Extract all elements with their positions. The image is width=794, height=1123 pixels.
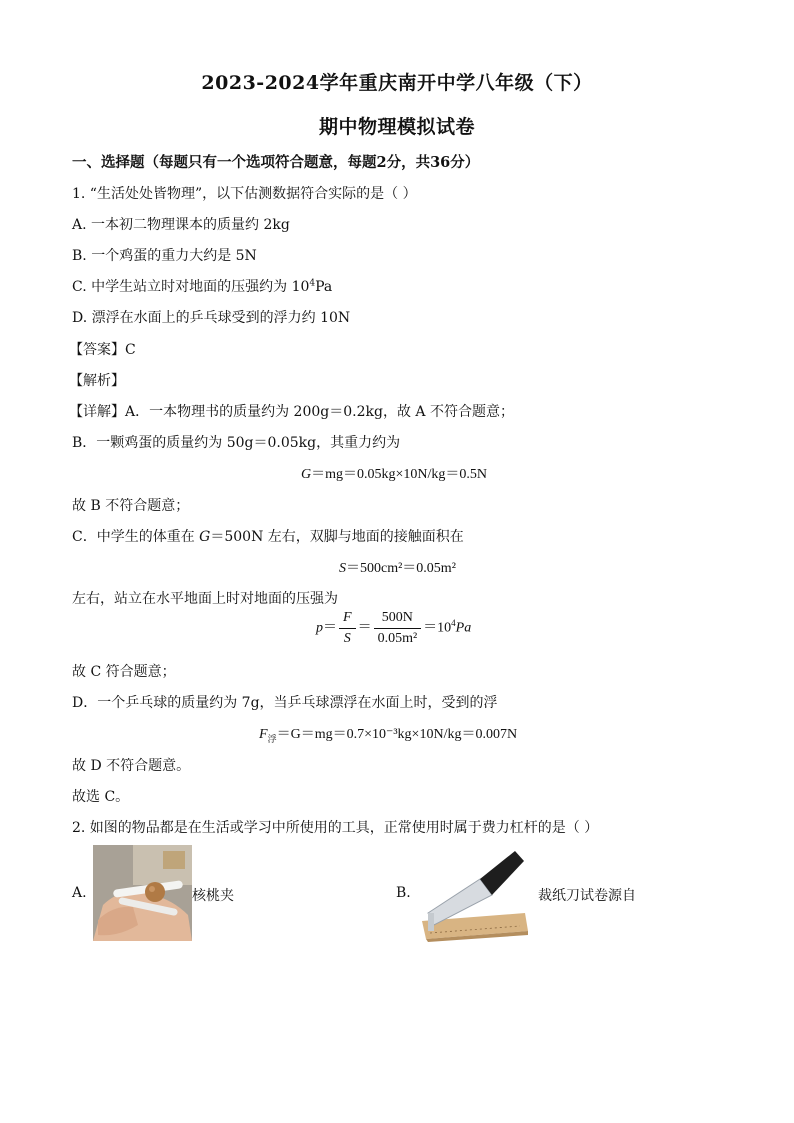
q1-option-c-unit: Pa — [315, 279, 333, 295]
eq-c1-var: S — [339, 561, 346, 576]
eq-c2-eq1: ＝ — [323, 620, 337, 636]
frac1-num: F — [339, 610, 356, 629]
equation-c2 — [316, 610, 471, 647]
conclusion-c: 故 C 符合题意； — [72, 664, 176, 680]
eq-c2-result: ＝10 — [423, 620, 452, 636]
frac2-num: 500N — [374, 610, 422, 629]
q1-option-c-text: C. 中学生站立时对地面的压强约为 10 — [72, 279, 310, 295]
q1-option-c-exponent: 4 — [309, 278, 316, 289]
detail-d: D．一个乒乓球的质量约为 7g，当乒乓球漂浮在水面上时，受到的浮 — [72, 695, 498, 711]
eq-d-var: F — [259, 727, 268, 742]
title-line-2: 期中物理模拟试卷 — [318, 116, 475, 138]
detail-c-var: G — [199, 529, 211, 545]
frac2-den: 0.05m² — [377, 631, 418, 646]
q1-option-b: B. 一个鸡蛋的重力大约是 5N — [72, 248, 257, 264]
fraction-f-over-s — [339, 610, 356, 647]
answer-line — [69, 339, 136, 359]
conclusion-b: 故 B 不符合题意； — [72, 498, 190, 514]
answer-label: 【答案】 — [69, 342, 125, 358]
answer-value: C — [125, 342, 136, 358]
detail-c-pre: C．中学生的体重在 — [72, 529, 200, 545]
detail-label: 【详解】 — [69, 404, 125, 420]
fraction-values — [374, 610, 422, 647]
question-2-stem: 2. 如图的物品都是在生活或学习中所使用的工具，正常使用时属于费力杠杆的是（ ） — [72, 820, 599, 836]
frac1-den: S — [343, 631, 351, 646]
title-line-1: 2023-2024学年重庆南开中学八年级（下） — [201, 72, 593, 94]
detail-a-text: A．一本物理书的质量约为 200g＝0.2kg，故 A 不符合题意； — [125, 404, 514, 420]
section-heading: 一、选择题（每题只有一个选项符合题意，每题2分，共36分） — [72, 154, 480, 171]
q2-option-a-label: 核桃夹 — [192, 888, 234, 904]
equation-b — [301, 463, 487, 483]
conclusion-d: 故 D 不符合题意。 — [72, 758, 191, 774]
eq-d-sub: 浮 — [267, 733, 277, 744]
q1-option-c — [72, 276, 332, 296]
eq-c2-eq2: ＝ — [357, 620, 372, 636]
eq-d-rest: ＝G＝mg＝0.7×10⁻³kg×10N/kg＝0.007N — [276, 727, 518, 742]
paper-cutter-illustration — [420, 843, 530, 943]
detail-a — [69, 401, 514, 421]
q2-option-a-letter: A. — [72, 885, 87, 901]
walnut-cracker-image — [93, 845, 192, 941]
detail-b: B．一颗鸡蛋的质量约为 50g＝0.05kg，其重力约为 — [72, 435, 401, 451]
analysis-label: 【解析】 — [69, 373, 125, 389]
q1-option-a: A. 一本初二物理课本的质量约 2kg — [72, 217, 290, 233]
walnut-cracker-illustration — [93, 845, 192, 941]
q2-option-b-label: 裁纸刀试卷源自 — [538, 888, 636, 904]
detail-c2: 左右，站立在水平地面上时对地面的压强为 — [72, 591, 338, 607]
q1-option-d: D. 漂浮在水面上的乒乓球受到的浮力约 10N — [72, 310, 351, 326]
paper-cutter-image — [420, 843, 530, 943]
eq-b-var: G — [301, 467, 312, 482]
eq-c2-p: p — [316, 620, 323, 636]
final-answer: 故选 C。 — [72, 789, 130, 805]
eq-c2-unit: Pa — [455, 620, 472, 636]
eq-b-rest: ＝mg＝0.05kg×10N/kg＝0.5N — [311, 467, 488, 482]
detail-c-post: ＝500N 左右，双脚与地面的接触面积在 — [210, 529, 464, 545]
question-1-stem: 1. “生活处处皆物理”，以下估测数据符合实际的是（ ） — [72, 186, 417, 202]
q2-option-b-letter: B. — [396, 885, 411, 901]
equation-c1 — [339, 557, 456, 577]
equation-d — [259, 723, 517, 745]
eq-c2-exponent: 4 — [451, 618, 456, 629]
eq-c1-rest: ＝500cm²＝0.05m² — [346, 561, 456, 576]
detail-c — [72, 526, 464, 546]
